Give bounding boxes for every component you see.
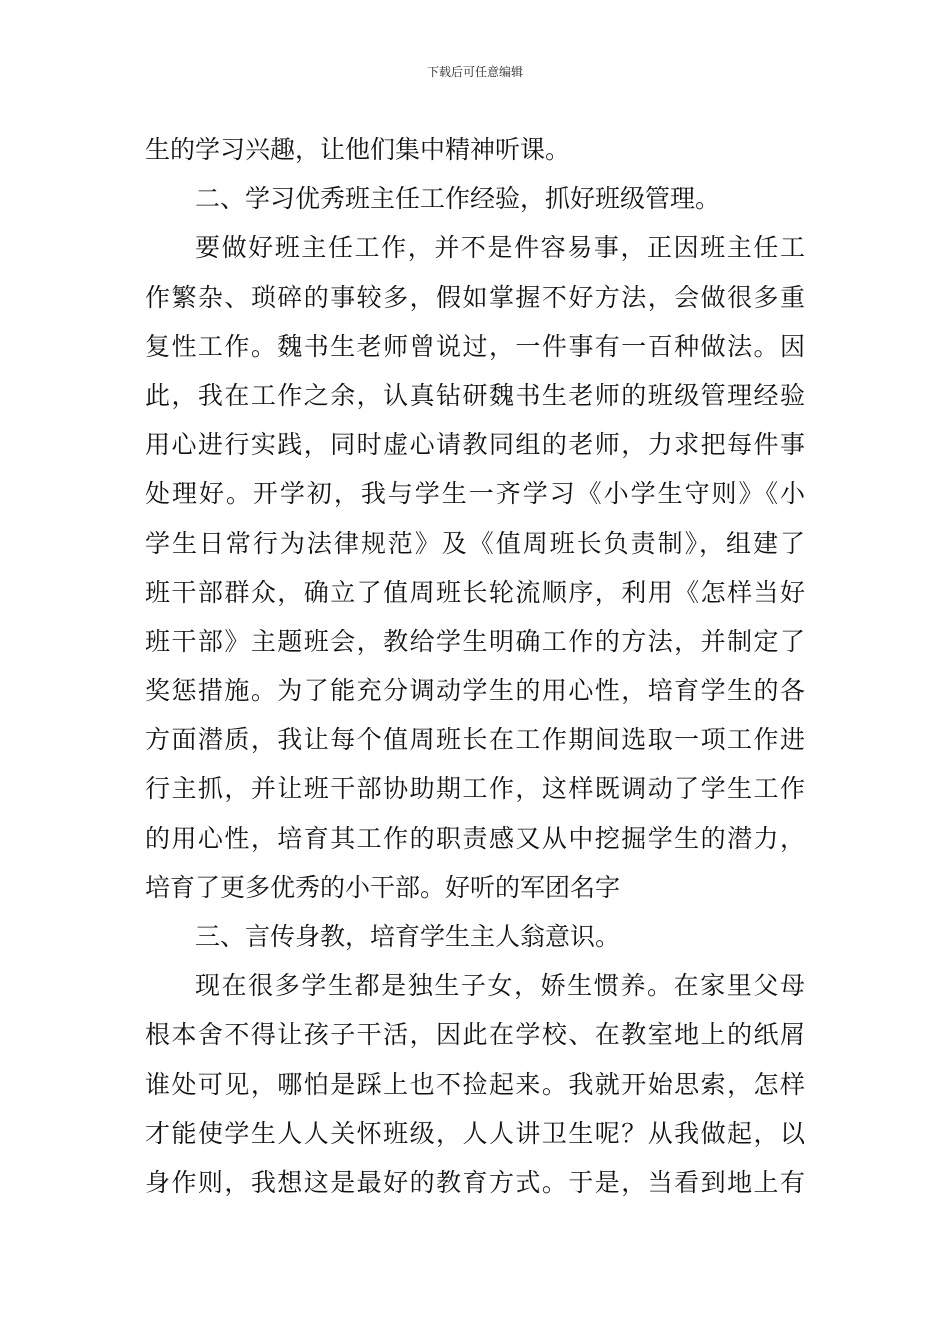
text-line: 学生日常行为法律规范》及《值周班长负责制》，组建了 — [145, 528, 805, 558]
text-line: 三、言传身教，培育学生主人翁意识。 — [195, 922, 621, 951]
text-line: 谁处可见，哪怕是踩上也不捡起来。我就开始思索，怎样 — [145, 1069, 805, 1099]
text-line: 作繁杂、琐碎的事较多，假如掌握不好方法，会做很多重 — [145, 282, 805, 312]
text-line: 才能使学生人人关怀班级，人人讲卫生呢？从我做起，以 — [145, 1118, 805, 1148]
text-line: 根本舍不得让孩子干活，因此在学校、在教室地上的纸屑 — [145, 1020, 805, 1050]
text-line: 身作则，我想这是最好的教育方式。于是，当看到地上有 — [145, 1167, 805, 1197]
text-line: 用心进行实践，同时虚心请教同组的老师，力求把每件事 — [145, 430, 805, 460]
text-line: 班干部群众，确立了值周班长轮流顺序，利用《怎样当好 — [145, 577, 805, 607]
text-line: 行主抓，并让班干部协助期工作，这样既调动了学生工作 — [145, 774, 805, 804]
text-line: 二、学习优秀班主任工作经验，抓好班级管理。 — [195, 184, 721, 214]
text-line: 此，我在工作之余，认真钻研魏书生老师的班级管理经验 — [145, 380, 805, 410]
text-line: 方面潜质，我让每个值周班长在工作期间选取一项工作进 — [145, 725, 805, 755]
text-line: 现在很多学生都是独生子女，娇生惯养。在家里父母 — [195, 971, 805, 1001]
page-header-note: 下载后可任意编辑 — [426, 65, 523, 79]
document-body — [145, 125, 805, 1207]
text-line: 生的学习兴趣，让他们集中精神听课。 — [145, 135, 571, 164]
text-line: 复性工作。魏书生老师曾说过，一件事有一百种做法。因 — [145, 331, 805, 361]
text-line: 班干部》主题班会，教给学生明确工作的方法，并制定了 — [145, 626, 805, 656]
text-line: 处理好。开学初，我与学生一齐学习《小学生守则》《小 — [145, 479, 805, 509]
text-line: 培育了更多优秀的小干部。好听的军团名字 — [145, 872, 621, 902]
text-line: 的用心性，培育其工作的职责感又从中挖掘学生的潜力， — [145, 823, 805, 853]
text-line: 要做好班主任工作，并不是件容易事，正因班主任工 — [195, 233, 805, 263]
text-line: 奖惩措施。为了能充分调动学生的用心性，培育学生的各 — [145, 676, 805, 706]
